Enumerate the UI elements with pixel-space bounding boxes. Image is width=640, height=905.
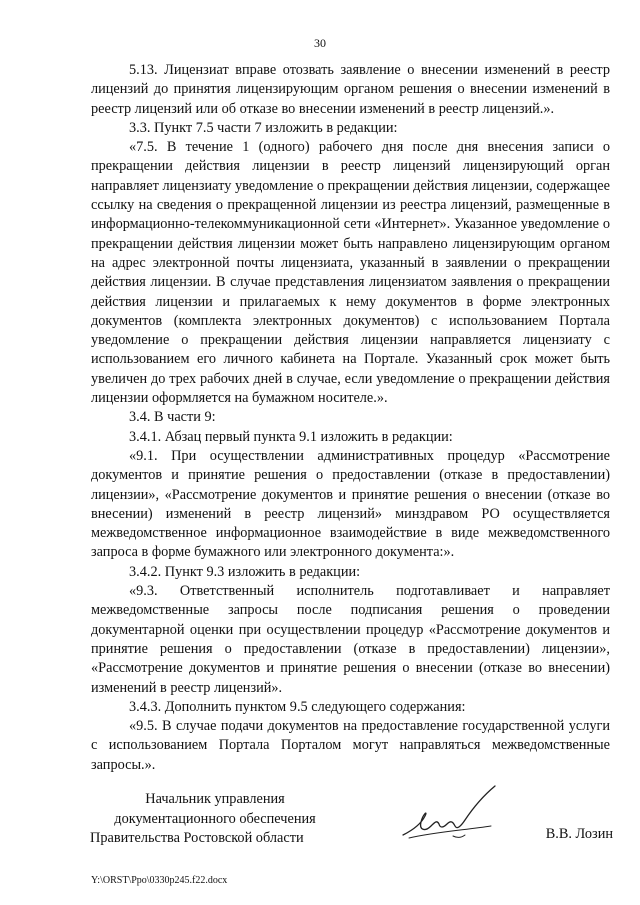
paragraph-3-3: 3.3. Пункт 7.5 части 7 изложить в редакции: bbox=[129, 119, 398, 136]
paragraph-9-5: «9.5. В случае подачи документов на предоставление государственной услуги с использованием Портала Порталом могут направляться межведомственные запросы.». bbox=[91, 718, 610, 773]
page-number: 30 bbox=[314, 36, 326, 50]
signatory-position bbox=[90, 790, 340, 849]
paragraph-3-4-2: 3.4.2. Пункт 9.3 изложить в редакции: bbox=[129, 563, 361, 580]
paragraph-3-4-1: 3.4.1. Абзац первый пункта 9.1 изложить в редакции: bbox=[129, 428, 453, 445]
signatory-position-line: Начальник управления bbox=[145, 791, 285, 807]
paragraph-3-4-3: 3.4.3. Дополнить пунктом 9.5 следующего содержания: bbox=[129, 698, 466, 715]
signatory-position-line: документационного обеспечения bbox=[114, 810, 316, 827]
document-body bbox=[91, 61, 610, 775]
paragraph-5-13: 5.13. Лицензиат вправе отозвать заявление о внесении изменений в реестр лицензий до принятия лицензирующим органом решения о внесении изменений в реестр лицензий или об отказе во внесении изменений в реестр лицензий.». bbox=[91, 62, 610, 117]
signatory-position-line: Правительства Ростовской области bbox=[90, 830, 304, 846]
handwritten-signature bbox=[395, 780, 515, 850]
file-path-footer: Y:\ORST\Ppo\0330p245.f22.docx bbox=[91, 875, 228, 886]
paragraph-9-1: «9.1. При осуществлении административных процедур «Рассмотрение документов и принятие решения о предоставлении (отказе в предоставлении) лицензии», «Рассмотрение документов и принятие решения о внесении (отказе во внесении) изменений в реестр лицензий» минздравом РО осуществляется межведомственное информационное взаимодействие в виде межведомственного запроса в форме бумажного или электронного документа:». bbox=[91, 447, 610, 561]
signer-name: В.В. Лозин bbox=[545, 826, 613, 842]
paragraph-7-5: «7.5. В течение 1 (одного) рабочего дня после дня внесения записи о прекращении действия лицензии в реестр лицензий лицензирующий орган направляет лицензиату уведомление о прекращении действия лицензии, содержащее ссылку на сведения о прекращенной лицензии из реестра лицензий, размещенные в информационно-телекоммуникационной сети «Интернет». Указанное уведомление о прекращении действия лицензии может быть направлено лицензирующим органом на адрес электронной почты лицензиата, указанный в заявлении о прекращении действия лицензии. В случае представления лицензиатом заявления о прекращении действия лицензии и прилагаемых к нему документов в форме электронных документов (комплекта электронных документов) с использованием Портала уведомление о прекращении действия лицензии направляется лицензиату с использованием его личного кабинета на Портале. Указанный срок может быть увеличен до трех рабочих дней в случае, если уведомление о прекращении действия лицензии оформляется на бумажном носителе.». bbox=[91, 139, 610, 407]
paragraph-9-3: «9.3. Ответственный исполнитель подготавливает и направляет межведомственные запросы после подписания решения о проведении документарной оценки при осуществлении процедур «Рассмотрение документов и принятие решения о предоставлении (отказе в предоставлении) лицензии», «Рассмотрение документов и принятие решения о внесении (отказе во внесении) изменений в реестр лицензий». bbox=[91, 583, 610, 696]
paragraph-3-4: 3.4. В части 9: bbox=[129, 409, 216, 426]
